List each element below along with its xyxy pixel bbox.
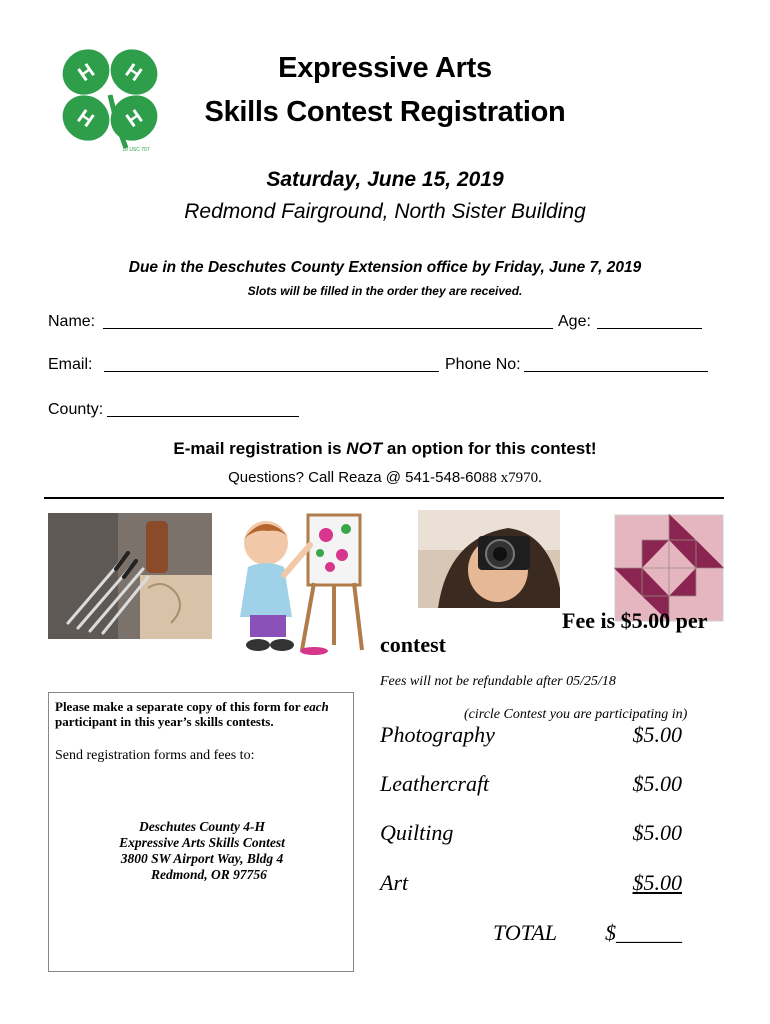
instructions-box [48,692,354,972]
age-field[interactable] [597,328,702,329]
contest-price-photography: $5.00 [632,722,682,747]
total-label: TOTAL [493,920,558,945]
leathercraft-photo [48,513,212,639]
photographer-photo [418,510,560,608]
page-title-line2: Skills Contest Registration [204,96,566,128]
send-label: Send registration forms and fees to: [55,748,255,763]
phone-field[interactable] [524,371,708,372]
due-notice: Due in the Deschutes County Extension office by Friday, June 7, 2019 [128,259,642,276]
slots-note: Slots will be filled in the order they are received. [247,284,523,298]
county-label: County: [48,401,104,418]
quilt-block-image [614,514,724,622]
contest-price-quilting: $5.00 [632,820,682,845]
fee-line2: contest [380,632,446,657]
mailing-address [49,819,355,883]
contest-price-leathercraft: $5.00 [632,771,682,796]
county-field[interactable] [107,416,299,417]
fee-line1: Fee is $5.00 per [562,608,708,633]
name-label: Name: [48,313,96,330]
svg-text:18 USC 707: 18 USC 707 [122,147,150,153]
age-label: Age: [558,313,591,330]
contest-name-quilting[interactable]: Quilting [380,820,454,845]
address-line: Expressive Arts Skills Contest [119,835,285,850]
phone-label: Phone No: [445,356,521,373]
name-field[interactable] [103,328,553,329]
contest-name-art[interactable]: Art [380,870,409,895]
divider [44,497,724,499]
event-location: Redmond Fairground, North Sister Building [184,200,586,223]
questions-contact: Questions? Call Reaza @ 541-548-6088 x7970. [228,469,542,486]
address-line: Redmond, OR 97756 [151,867,267,882]
email-label: Email: [48,356,93,373]
total-value-field[interactable]: $______ [605,920,682,945]
page-title-line1: Expressive Arts [278,52,492,84]
contest-price-art: $5.00 [632,870,682,895]
svg-text:H: H [121,59,146,86]
address-line: 3800 SW Airport Way, Bldg 4 [120,851,284,866]
event-date: Saturday, June 15, 2019 [266,168,504,191]
girl-painting-clipart [226,505,366,657]
svg-text:H: H [73,105,98,132]
contest-name-leathercraft[interactable]: Leathercraft [380,771,490,796]
refund-note: Fees will not be refundable after 05/25/18 [380,674,616,689]
address-line: Deschutes County 4-H [138,819,265,834]
svg-text:H: H [122,105,147,132]
contest-name-photography[interactable]: Photography [380,722,495,747]
email-warning: E-mail registration is NOT an option for this contest! [173,439,597,458]
copy-note: Please make a separate copy of this form for each participant in this year’s skills contests. [55,699,329,729]
circle-instruction: (circle Contest you are participating in) [464,707,688,722]
svg-text:H: H [74,59,99,86]
email-field[interactable] [104,371,439,372]
